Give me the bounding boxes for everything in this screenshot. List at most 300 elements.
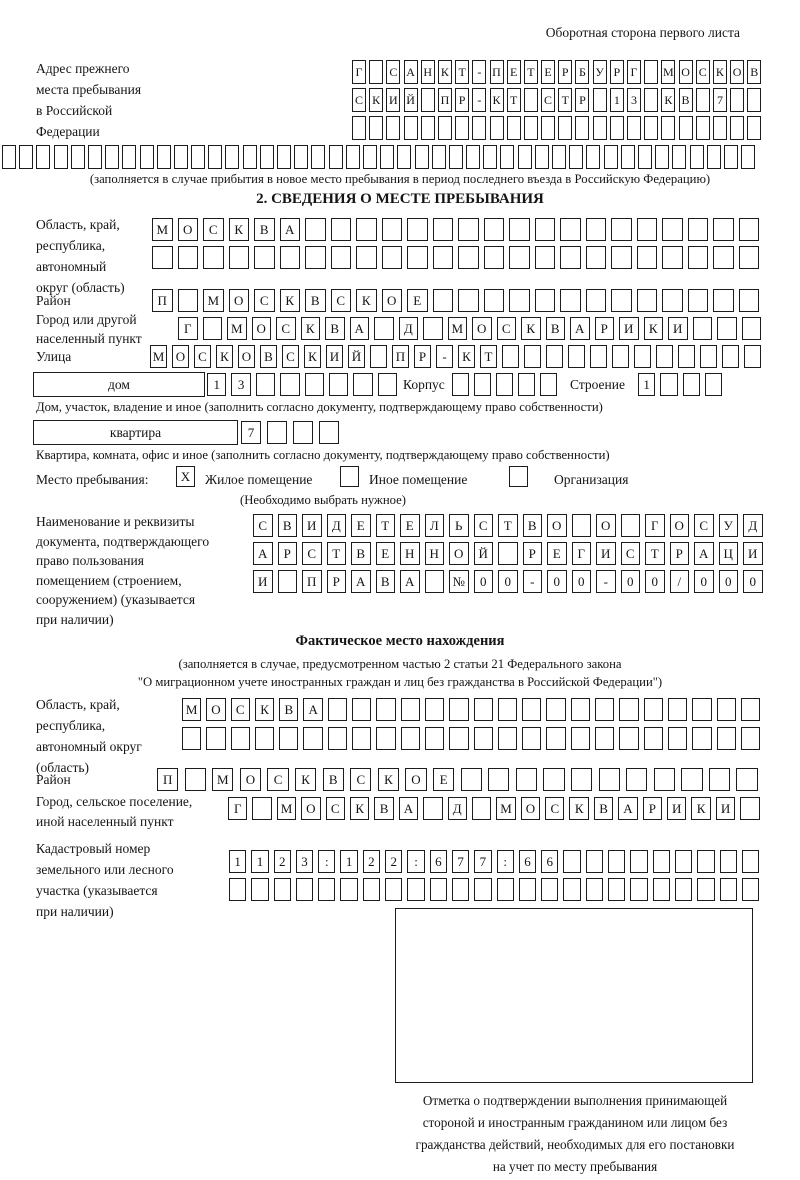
char-box[interactable]: 7 [241, 421, 261, 444]
char-box[interactable]: О [178, 218, 199, 241]
char-box[interactable] [385, 878, 402, 901]
district-row[interactable] [152, 289, 764, 312]
char-box[interactable] [575, 116, 589, 140]
char-box[interactable]: С [350, 768, 371, 791]
char-box[interactable] [386, 116, 400, 140]
char-box[interactable] [140, 145, 154, 169]
char-box[interactable] [425, 698, 444, 721]
char-box[interactable] [303, 727, 322, 750]
char-box[interactable] [653, 850, 670, 873]
char-box[interactable]: К [301, 317, 321, 340]
char-box[interactable]: Е [351, 514, 371, 537]
char-box[interactable]: И [326, 345, 343, 368]
checkbox-inoe-pomeshchenie[interactable] [340, 466, 359, 487]
char-box[interactable]: 7 [474, 850, 491, 873]
char-box[interactable]: - [436, 345, 453, 368]
prev-address-row-3[interactable] [352, 116, 765, 140]
doc-row-1[interactable] [253, 514, 768, 537]
char-box[interactable]: Р [523, 542, 543, 565]
char-box[interactable]: У [719, 514, 739, 537]
char-box[interactable] [696, 116, 710, 140]
prev-address-row-4[interactable] [2, 145, 758, 169]
char-box[interactable] [660, 373, 677, 396]
char-box[interactable] [488, 768, 509, 791]
char-box[interactable] [569, 145, 583, 169]
char-box[interactable] [672, 145, 686, 169]
char-box[interactable]: Д [448, 797, 467, 820]
char-box[interactable] [376, 698, 395, 721]
char-box[interactable] [256, 373, 275, 396]
char-box[interactable]: В [260, 345, 277, 368]
char-box[interactable] [744, 345, 761, 368]
char-box[interactable] [586, 878, 603, 901]
char-box[interactable] [621, 145, 635, 169]
char-box[interactable]: О [730, 60, 744, 84]
char-box[interactable] [713, 116, 727, 140]
char-box[interactable]: Й [474, 542, 494, 565]
char-box[interactable] [608, 878, 625, 901]
char-box[interactable] [340, 878, 357, 901]
char-box[interactable] [747, 88, 761, 112]
char-box[interactable] [483, 145, 497, 169]
char-box[interactable] [611, 289, 632, 312]
char-box[interactable] [630, 850, 647, 873]
char-box[interactable]: Г [178, 317, 198, 340]
char-box[interactable] [707, 145, 721, 169]
char-box[interactable] [152, 246, 173, 269]
char-box[interactable]: Т [498, 514, 518, 537]
char-box[interactable]: М [277, 797, 296, 820]
char-box[interactable]: В [305, 289, 326, 312]
char-box[interactable]: Р [595, 317, 615, 340]
char-box[interactable] [182, 727, 201, 750]
char-box[interactable] [449, 698, 468, 721]
char-box[interactable] [593, 88, 607, 112]
char-box[interactable] [319, 421, 339, 444]
char-box[interactable] [229, 246, 250, 269]
char-box[interactable]: Е [376, 542, 396, 565]
char-box[interactable] [741, 698, 760, 721]
char-box[interactable]: Й [404, 88, 418, 112]
char-box[interactable]: Р [327, 570, 347, 593]
char-box[interactable]: Е [433, 768, 454, 791]
char-box[interactable]: С [545, 797, 564, 820]
char-box[interactable] [452, 373, 469, 396]
char-box[interactable]: С [231, 698, 250, 721]
char-box[interactable]: С [276, 317, 296, 340]
char-box[interactable] [546, 345, 563, 368]
char-box[interactable]: Г [572, 542, 592, 565]
char-box[interactable] [697, 850, 714, 873]
char-box[interactable]: М [227, 317, 247, 340]
char-box[interactable] [541, 116, 555, 140]
char-box[interactable]: А [350, 317, 370, 340]
char-box[interactable]: А [404, 60, 418, 84]
char-box[interactable] [612, 345, 629, 368]
char-box[interactable] [627, 116, 641, 140]
char-box[interactable] [433, 218, 454, 241]
char-box[interactable] [586, 246, 607, 269]
char-box[interactable] [407, 218, 428, 241]
char-box[interactable]: Т [524, 60, 538, 84]
char-box[interactable] [524, 88, 538, 112]
char-box[interactable] [595, 727, 614, 750]
char-box[interactable] [678, 345, 695, 368]
char-box[interactable] [252, 797, 271, 820]
char-box[interactable] [637, 246, 658, 269]
char-box[interactable] [516, 768, 537, 791]
char-box[interactable] [425, 570, 445, 593]
char-box[interactable] [433, 289, 454, 312]
char-box[interactable] [509, 218, 530, 241]
char-box[interactable] [461, 768, 482, 791]
char-box[interactable] [105, 145, 119, 169]
char-box[interactable] [206, 727, 225, 750]
prev-address-row-1[interactable] [352, 60, 765, 84]
char-box[interactable] [675, 878, 692, 901]
char-box[interactable] [656, 345, 673, 368]
char-box[interactable] [88, 145, 102, 169]
char-box[interactable] [507, 116, 521, 140]
char-box[interactable] [352, 698, 371, 721]
char-box[interactable] [736, 768, 757, 791]
char-box[interactable]: 0 [547, 570, 567, 593]
char-box[interactable]: 0 [743, 570, 763, 593]
char-box[interactable] [318, 878, 335, 901]
doc-row-3[interactable] [253, 570, 768, 593]
char-box[interactable] [560, 246, 581, 269]
char-box[interactable] [590, 345, 607, 368]
char-box[interactable] [356, 218, 377, 241]
char-box[interactable]: 2 [385, 850, 402, 873]
char-box[interactable] [637, 289, 658, 312]
char-box[interactable] [484, 289, 505, 312]
char-box[interactable] [599, 768, 620, 791]
char-box[interactable] [546, 727, 565, 750]
char-box[interactable]: К [280, 289, 301, 312]
char-box[interactable] [378, 373, 397, 396]
char-box[interactable]: - [472, 60, 486, 84]
street-row[interactable] [150, 345, 766, 368]
char-box[interactable] [497, 878, 514, 901]
char-box[interactable] [452, 878, 469, 901]
char-box[interactable]: № [449, 570, 469, 593]
char-box[interactable] [630, 878, 647, 901]
char-box[interactable] [472, 797, 491, 820]
char-box[interactable]: К [378, 768, 399, 791]
char-box[interactable] [382, 246, 403, 269]
char-box[interactable] [376, 727, 395, 750]
char-box[interactable]: В [325, 317, 345, 340]
char-box[interactable]: - [596, 570, 616, 593]
char-box[interactable]: Е [400, 514, 420, 537]
char-box[interactable]: А [351, 570, 371, 593]
char-box[interactable] [688, 218, 709, 241]
char-box[interactable] [267, 421, 287, 444]
char-box[interactable] [668, 698, 687, 721]
char-box[interactable] [474, 878, 491, 901]
char-box[interactable] [713, 218, 734, 241]
char-box[interactable]: С [326, 797, 345, 820]
char-box[interactable] [328, 727, 347, 750]
char-box[interactable] [423, 317, 443, 340]
checkbox-zhiloe-pomeshchenie[interactable]: X [176, 466, 195, 487]
char-box[interactable] [374, 317, 394, 340]
char-box[interactable] [586, 289, 607, 312]
char-box[interactable]: А [253, 542, 273, 565]
char-box[interactable] [653, 878, 670, 901]
char-box[interactable] [546, 698, 565, 721]
char-box[interactable] [255, 727, 274, 750]
char-box[interactable] [634, 345, 651, 368]
fact-region-row-2[interactable] [182, 727, 765, 750]
char-box[interactable] [644, 60, 658, 84]
char-box[interactable]: И [302, 514, 322, 537]
char-box[interactable] [543, 768, 564, 791]
char-box[interactable] [331, 218, 352, 241]
char-box[interactable] [741, 145, 755, 169]
char-box[interactable]: : [497, 850, 514, 873]
char-box[interactable]: В [351, 542, 371, 565]
char-box[interactable] [449, 145, 463, 169]
char-box[interactable]: / [670, 570, 690, 593]
char-box[interactable]: И [716, 797, 735, 820]
char-box[interactable] [363, 878, 380, 901]
char-box[interactable]: И [386, 88, 400, 112]
char-box[interactable]: К [229, 218, 250, 241]
doc-row-2[interactable] [253, 542, 768, 565]
char-box[interactable] [356, 246, 377, 269]
char-box[interactable] [71, 145, 85, 169]
char-box[interactable]: К [644, 317, 664, 340]
char-box[interactable]: 0 [498, 570, 518, 593]
char-box[interactable]: А [570, 317, 590, 340]
char-box[interactable] [644, 116, 658, 140]
char-box[interactable] [382, 218, 403, 241]
char-box[interactable]: С [694, 514, 714, 537]
char-box[interactable] [621, 514, 641, 537]
char-box[interactable]: М [152, 218, 173, 241]
char-box[interactable] [713, 246, 734, 269]
char-box[interactable] [568, 345, 585, 368]
char-box[interactable] [730, 116, 744, 140]
char-box[interactable]: О [172, 345, 189, 368]
char-box[interactable]: - [472, 88, 486, 112]
char-box[interactable]: А [399, 797, 418, 820]
char-box[interactable]: И [619, 317, 639, 340]
char-box[interactable]: С [253, 514, 273, 537]
char-box[interactable]: С [254, 289, 275, 312]
char-box[interactable]: Н [400, 542, 420, 565]
char-box[interactable]: 7 [713, 88, 727, 112]
char-box[interactable] [644, 88, 658, 112]
char-box[interactable] [571, 768, 592, 791]
char-box[interactable]: О [206, 698, 225, 721]
char-box[interactable] [279, 727, 298, 750]
char-box[interactable] [472, 116, 486, 140]
char-box[interactable] [122, 145, 136, 169]
char-box[interactable]: С [194, 345, 211, 368]
char-box[interactable] [496, 373, 513, 396]
char-box[interactable]: 3 [231, 373, 250, 396]
char-box[interactable]: 1 [207, 373, 226, 396]
char-box[interactable]: Т [507, 88, 521, 112]
char-box[interactable] [662, 246, 683, 269]
house-row[interactable] [207, 373, 402, 396]
char-box[interactable]: И [667, 797, 686, 820]
char-box[interactable] [401, 698, 420, 721]
char-box[interactable] [407, 878, 424, 901]
char-box[interactable]: М [212, 768, 233, 791]
char-box[interactable]: Й [348, 345, 365, 368]
char-box[interactable] [254, 246, 275, 269]
char-box[interactable] [251, 878, 268, 901]
char-box[interactable] [572, 514, 592, 537]
char-box[interactable] [423, 797, 442, 820]
char-box[interactable]: К [304, 345, 321, 368]
char-box[interactable]: 6 [541, 850, 558, 873]
char-box[interactable] [498, 542, 518, 565]
char-box[interactable] [484, 218, 505, 241]
char-box[interactable]: Г [352, 60, 366, 84]
char-box[interactable]: Е [541, 60, 555, 84]
char-box[interactable] [502, 345, 519, 368]
char-box[interactable]: О [449, 542, 469, 565]
char-box[interactable]: А [280, 218, 301, 241]
char-box[interactable] [157, 145, 171, 169]
char-box[interactable]: К [569, 797, 588, 820]
char-box[interactable] [305, 246, 326, 269]
char-box[interactable] [328, 698, 347, 721]
char-box[interactable]: В [254, 218, 275, 241]
char-box[interactable] [742, 317, 762, 340]
char-box[interactable] [662, 289, 683, 312]
char-box[interactable]: Р [558, 60, 572, 84]
char-box[interactable] [522, 698, 541, 721]
char-box[interactable] [280, 373, 299, 396]
char-box[interactable] [522, 727, 541, 750]
char-box[interactable]: В [374, 797, 393, 820]
char-box[interactable] [466, 145, 480, 169]
char-box[interactable] [305, 373, 324, 396]
char-box[interactable]: В [279, 698, 298, 721]
char-box[interactable] [638, 145, 652, 169]
char-box[interactable]: Т [558, 88, 572, 112]
char-box[interactable]: О [547, 514, 567, 537]
char-box[interactable]: О [472, 317, 492, 340]
char-box[interactable] [36, 145, 50, 169]
char-box[interactable]: К [661, 88, 675, 112]
char-box[interactable] [700, 345, 717, 368]
char-box[interactable] [558, 116, 572, 140]
char-box[interactable] [626, 768, 647, 791]
char-box[interactable]: А [618, 797, 637, 820]
char-box[interactable]: О [382, 289, 403, 312]
char-box[interactable] [54, 145, 68, 169]
char-box[interactable]: 0 [719, 570, 739, 593]
char-box[interactable] [438, 116, 452, 140]
char-box[interactable] [730, 88, 744, 112]
char-box[interactable]: Н [421, 60, 435, 84]
fact-region-row-1[interactable] [182, 698, 765, 721]
char-box[interactable]: Е [547, 542, 567, 565]
char-box[interactable] [519, 878, 536, 901]
char-box[interactable]: О [252, 317, 272, 340]
char-box[interactable] [619, 727, 638, 750]
char-box[interactable] [717, 317, 737, 340]
char-box[interactable] [552, 145, 566, 169]
char-box[interactable] [500, 145, 514, 169]
char-box[interactable]: Р [455, 88, 469, 112]
char-box[interactable]: Ц [719, 542, 739, 565]
char-box[interactable]: Д [743, 514, 763, 537]
prev-address-row-2[interactable] [352, 88, 765, 112]
char-box[interactable]: С [331, 289, 352, 312]
char-box[interactable]: М [448, 317, 468, 340]
char-box[interactable]: 0 [694, 570, 714, 593]
char-box[interactable] [352, 116, 366, 140]
char-box[interactable]: 3 [296, 850, 313, 873]
char-box[interactable]: Т [376, 514, 396, 537]
char-box[interactable]: К [255, 698, 274, 721]
char-box[interactable]: О [405, 768, 426, 791]
char-box[interactable]: С [386, 60, 400, 84]
char-box[interactable] [407, 246, 428, 269]
char-box[interactable] [353, 373, 372, 396]
char-box[interactable] [740, 797, 759, 820]
char-box[interactable]: П [302, 570, 322, 593]
char-box[interactable] [705, 373, 722, 396]
char-box[interactable]: С [267, 768, 288, 791]
char-box[interactable]: 7 [452, 850, 469, 873]
flat-row[interactable] [241, 421, 345, 444]
char-box[interactable] [203, 246, 224, 269]
char-box[interactable] [524, 345, 541, 368]
char-box[interactable] [644, 727, 663, 750]
char-box[interactable] [586, 850, 603, 873]
char-box[interactable]: : [407, 850, 424, 873]
char-box[interactable] [346, 145, 360, 169]
char-box[interactable]: 1 [340, 850, 357, 873]
char-box[interactable] [637, 218, 658, 241]
char-box[interactable]: Т [645, 542, 665, 565]
char-box[interactable] [425, 727, 444, 750]
char-box[interactable]: В [546, 317, 566, 340]
char-box[interactable] [563, 850, 580, 873]
char-box[interactable] [274, 878, 291, 901]
char-box[interactable] [421, 116, 435, 140]
char-box[interactable] [498, 727, 517, 750]
char-box[interactable] [421, 88, 435, 112]
char-box[interactable]: К [458, 345, 475, 368]
cadastre-row-2[interactable] [229, 878, 764, 901]
char-box[interactable] [474, 727, 493, 750]
char-box[interactable] [611, 246, 632, 269]
char-box[interactable] [535, 218, 556, 241]
char-box[interactable]: П [490, 60, 504, 84]
char-box[interactable] [509, 246, 530, 269]
char-box[interactable] [690, 145, 704, 169]
char-box[interactable]: С [282, 345, 299, 368]
char-box[interactable] [178, 289, 199, 312]
char-box[interactable]: : [318, 850, 335, 873]
char-box[interactable] [675, 850, 692, 873]
char-box[interactable]: Л [425, 514, 445, 537]
char-box[interactable]: С [621, 542, 641, 565]
char-box[interactable]: К [295, 768, 316, 791]
char-box[interactable] [352, 727, 371, 750]
char-box[interactable]: С [302, 542, 322, 565]
